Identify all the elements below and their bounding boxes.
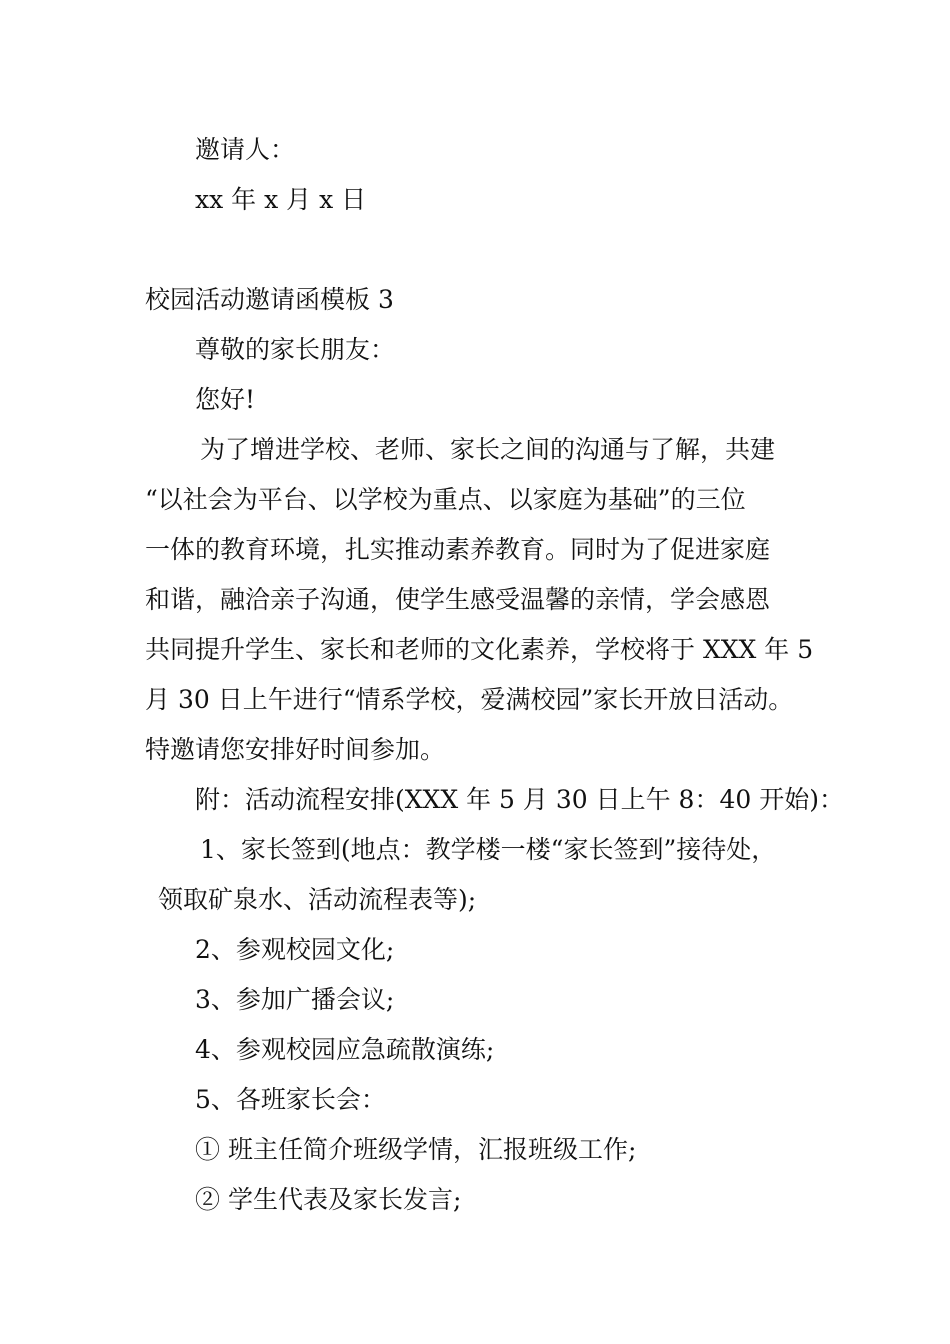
inviter-label: 邀请人： <box>195 135 296 164</box>
section-title: 校园活动邀请函模板 3 <box>145 285 394 314</box>
greeting: 您好! <box>195 385 256 414</box>
body-line: “以社会为平台、以学校为重点、以家庭为基础”的三位 <box>145 485 746 514</box>
body-line: 一体的教育环境，扎实推动素养教育。同时为了促进家庭 <box>145 535 771 564</box>
body-line: 共同提升学生、家长和老师的文化素养，学校将于 XXX 年 5 <box>145 635 814 664</box>
sub-item: ① 班主任简介班级学情，汇报班级工作; <box>195 1135 637 1164</box>
salutation: 尊敬的家长朋友： <box>195 335 396 364</box>
signature-date: xx 年 x 月 x 日 <box>195 185 367 214</box>
sub-item: ② 学生代表及家长发言; <box>195 1185 462 1214</box>
body-line: 为了增进学校、老师、家长之间的沟通与了解，共建 <box>200 435 776 464</box>
body-line: 特邀请您安排好时间参加。 <box>145 735 446 764</box>
schedule-heading: 附：活动流程安排(XXX 年 5 月 30 日上午 8：40 开始)： <box>195 785 844 814</box>
schedule-item: 5、各班家长会： <box>195 1085 386 1114</box>
schedule-item-continuation: 领取矿泉水、活动流程表等); <box>158 885 477 914</box>
schedule-item: 4、参观校园应急疏散演练; <box>195 1035 495 1064</box>
body-line: 和谐，融洽亲子沟通，使学生感受温馨的亲情，学会感恩 <box>145 585 771 614</box>
body-line: 月 30 日上午进行“情系学校，爱满校园”家长开放日活动。 <box>145 685 794 714</box>
schedule-item: 2、参观校园文化; <box>195 935 395 964</box>
schedule-item: 1、家长签到(地点：教学楼一楼“家长签到”接待处， <box>200 835 777 864</box>
schedule-item: 3、参加广播会议; <box>195 985 395 1014</box>
